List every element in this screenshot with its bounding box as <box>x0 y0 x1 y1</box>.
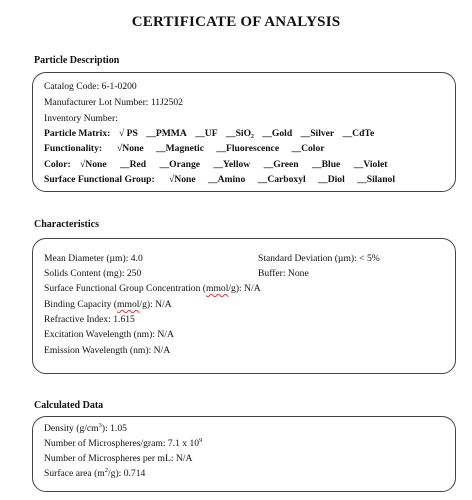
section-heading-calculated-data: Calculated Data <box>34 400 104 411</box>
surface-functional-group-concentration: Surface Functional Group Concentration (mmol/g): N/A <box>44 283 261 294</box>
section-heading-characteristics: Characteristics <box>34 219 99 230</box>
option-uf: __UF <box>195 128 218 139</box>
option-fluorescence: __Fluorescence <box>216 143 280 154</box>
option-magnetic: __Magnetic <box>156 143 204 154</box>
page-title: CERTIFICATE OF ANALYSIS <box>131 14 341 30</box>
option-blue: __Blue <box>312 159 341 170</box>
manufacturer-lot-number: Manufacturer Lot Number: 11J2502 <box>44 97 183 108</box>
option-yellow: __Yellow <box>213 159 251 170</box>
option-none: √None <box>117 143 144 154</box>
excitation-wavelength: Excitation Wavelength (nm): N/A <box>44 329 174 340</box>
refractive-index: Refractive Index: 1.615 <box>44 314 135 325</box>
buffer: Buffer: None <box>258 268 309 279</box>
catalog-code: Catalog Code: 6-1-0200 <box>44 81 137 92</box>
option-carboxyl: __Carboxyl <box>257 174 306 185</box>
option-diol: __Diol <box>318 174 345 185</box>
emission-wavelength: Emission Wavelength (nm): N/A <box>44 345 171 356</box>
option-silver: __Silver <box>300 128 335 139</box>
particle-matrix-label: Particle Matrix: <box>44 128 111 139</box>
option-violet: __Violet <box>353 159 388 170</box>
binding-capacity: Binding Capacity (mmol/g): N/A <box>44 299 172 310</box>
option-orange: __Orange <box>159 159 201 170</box>
color-options <box>80 157 387 173</box>
solids-content: Solids Content (mg): 250 <box>44 268 142 279</box>
option-sio2: __SiO₂ <box>225 128 254 139</box>
section-heading-particle-description: Particle Description <box>34 55 120 66</box>
option-none: √None <box>80 159 107 170</box>
microspheres-per-gram: Number of Microspheres/gram: 7.1 x $10^9$ <box>44 436 203 449</box>
option-pmma: __PMMA <box>146 128 187 139</box>
option-amino: __Amino <box>208 174 246 185</box>
mean-diameter: Mean Diameter (µm): 4.0 <box>44 253 143 264</box>
surface-area: Surface area $(m^2/g)$: 0.714 <box>44 466 146 479</box>
option-gold: __Gold <box>262 128 293 139</box>
surface-functional-group-options <box>169 172 395 188</box>
option-none: √None <box>169 174 196 185</box>
functionality-label: Functionality: <box>44 143 103 154</box>
option-silanol: __Silanol <box>357 174 396 185</box>
option-ps: √ PS <box>119 128 138 139</box>
standard-deviation: Standard Deviation (µm): < 5% <box>258 253 380 264</box>
particle-matrix-options <box>119 126 374 142</box>
option-cdte: __CdTe <box>342 128 375 139</box>
option-green: __Green <box>263 159 299 170</box>
option-red: __Red <box>120 159 147 170</box>
color-label: Color: <box>44 159 71 170</box>
surface-functional-group-label: Surface Functional Group: <box>44 174 155 185</box>
density: Density $(g/cm^3)$: 1.05 <box>44 421 127 434</box>
microspheres-per-ml: Number of Microspheres per mL: N/A <box>44 453 193 464</box>
option-color: __Color <box>291 143 325 154</box>
inventory-number: Inventory Number: <box>44 113 118 124</box>
functionality-options <box>117 141 325 157</box>
